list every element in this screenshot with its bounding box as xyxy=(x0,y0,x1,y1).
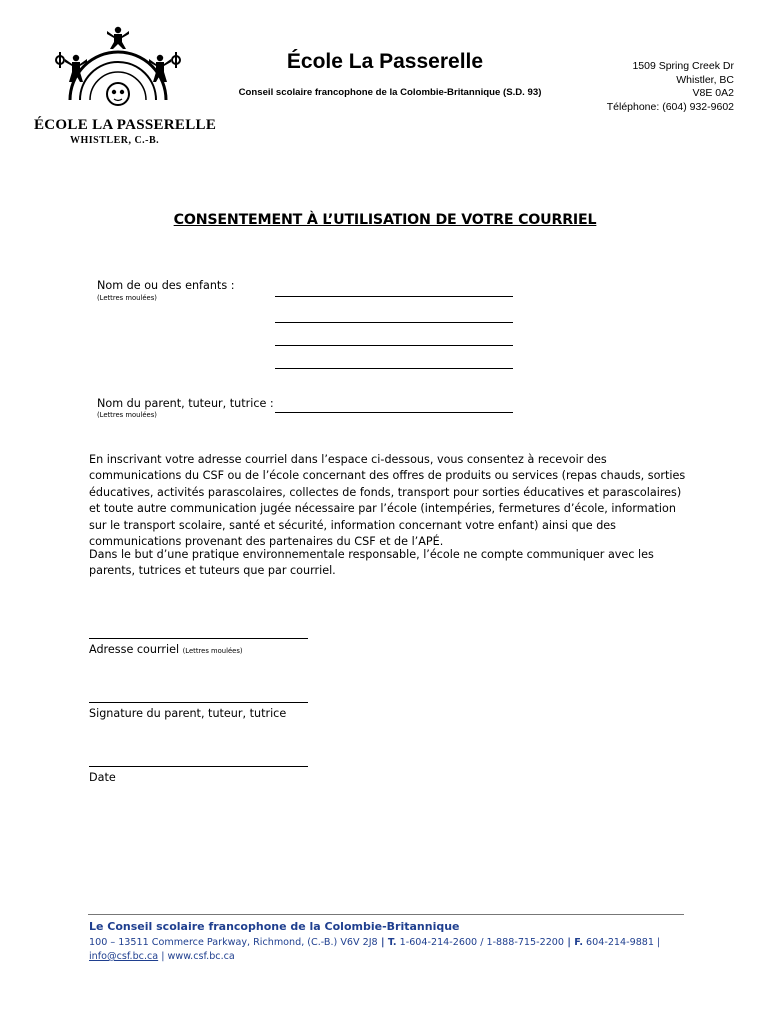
school-subtitle: Conseil scolaire francophone de la Colombie-Britannique (S.D. 93) xyxy=(238,87,542,98)
address-phone: Téléphone: (604) 932-9602 xyxy=(606,100,734,113)
date-label: Date xyxy=(89,771,116,784)
footer-tel-label: T. xyxy=(387,937,397,948)
children-name-label: Nom de ou des enfants : xyxy=(97,279,235,292)
footer-links-line xyxy=(89,951,235,962)
email-label: Adresse courriel xyxy=(89,643,180,656)
logo-school-name: ÉCOLE LA PASSERELLE xyxy=(34,117,217,133)
children-name-field-2[interactable] xyxy=(275,322,513,323)
school-emblem-icon xyxy=(52,22,184,122)
footer-separator: | xyxy=(377,937,388,948)
email-hint: (Lettres moulées) xyxy=(182,647,243,655)
footer-email-link[interactable]: info@csf.bc.ca xyxy=(89,951,159,962)
address-line: 1509 Spring Creek Dr xyxy=(632,60,734,72)
children-name-field-3[interactable] xyxy=(275,345,513,346)
children-name-hint: (Lettres moulées) xyxy=(97,294,157,302)
signature-label: Signature du parent, tuteur, tutrice xyxy=(89,707,287,720)
signature-field[interactable] xyxy=(89,702,308,703)
date-field[interactable] xyxy=(89,766,308,767)
footer-fax-label: F. xyxy=(574,937,583,948)
email-label-row xyxy=(89,643,243,656)
school-title: École La Passerelle xyxy=(286,50,484,73)
document-title: CONSENTEMENT À L’UTILISATION DE VOTRE COURRIEL xyxy=(173,212,597,228)
children-name-field-1[interactable] xyxy=(275,296,513,297)
footer-tel: 1-604-214-2600 / 1-888-715-2200 xyxy=(396,937,565,948)
parent-name-field[interactable] xyxy=(275,412,513,413)
footer-separator: | xyxy=(564,937,575,948)
address-line: Whistler, BC xyxy=(676,73,734,86)
footer-separator: | xyxy=(158,951,168,962)
footer-org-name: Le Conseil scolaire francophone de la Colombie-Britannique xyxy=(89,920,460,933)
school-address xyxy=(607,60,734,114)
footer-divider xyxy=(88,914,684,915)
footer-fax: 604-214-9881 | xyxy=(583,937,661,948)
children-name-field-4[interactable] xyxy=(275,368,513,369)
footer-website[interactable]: www.csf.bc.ca xyxy=(167,951,235,962)
environment-paragraph: Dans le but d’une pratique environnementale responsable, l’école ne compte communiquer avec les parents, tutrices et tuteurs que par courriel. xyxy=(89,548,654,578)
email-field[interactable] xyxy=(89,638,308,639)
logo-city: WHISTLER, C.-B. xyxy=(70,135,160,146)
address-line: V8E 0A2 xyxy=(692,87,734,99)
footer-contact-line xyxy=(89,937,660,948)
parent-name-hint: (Lettres moulées) xyxy=(97,411,157,419)
footer-address: 100 – 13511 Commerce Parkway, Richmond, (C.-B.) V6V 2J8 xyxy=(89,937,378,948)
parent-name-label: Nom du parent, tuteur, tutrice : xyxy=(97,397,274,410)
consent-paragraph: En inscrivant votre adresse courriel dans l’espace ci-dessous, vous consentez à recevoir des communications du CSF ou de l’école concernant des offres de produits ou services (repas chauds, sorties éducatives, activités parascolaires, collectes de fonds, transport pour sorties éducatives et parascolaires) et toute autre communication jugée nécessaire par l’école (intempéries, fermetures d’école, information sur le transport scolaire, santé et sécurité, information concernant votre enfant) ainsi que des communications provenant des partenaires du CSF et de l’APÉ. xyxy=(89,453,686,549)
